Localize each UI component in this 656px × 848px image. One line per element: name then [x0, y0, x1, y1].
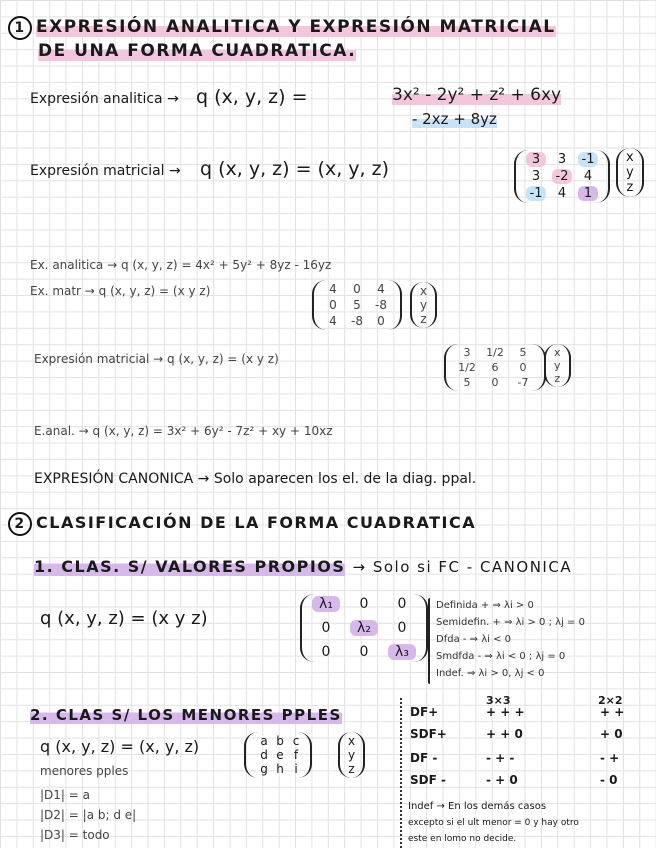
matrix-cell: 3 [531, 169, 541, 184]
sign-row-label: SDF - [410, 773, 446, 787]
section-1-title [8, 16, 556, 40]
matrix-cell: 4 [329, 314, 337, 328]
matrix-cell: d [260, 748, 268, 762]
indef-line3: este en lomo no decide. [408, 834, 517, 844]
matrix-cell: 1 [578, 186, 598, 201]
matrix-cell: 0 [329, 298, 337, 312]
example1-matricial-label: Ex. matr → q (x, y, z) = (x y z) [30, 284, 211, 298]
eigenvalue-criteria-list [436, 600, 585, 685]
clas2-vector [338, 732, 365, 778]
matrix-cell: λ₂ [350, 620, 378, 636]
indef-line1: Indef → En los demás casos [408, 801, 547, 812]
sign-row-label: DF+ [410, 705, 439, 719]
sign-3x3: - + 0 [486, 773, 518, 787]
matrix-cell: i [294, 762, 298, 776]
matrix-cell: g [260, 762, 268, 776]
matrix-cell: 6 [491, 361, 499, 374]
general-matrix [244, 732, 312, 778]
matrix-cell: h [276, 762, 284, 776]
vector-entry: y [554, 359, 561, 372]
matrix-cell: λ₁ [312, 596, 340, 612]
matrix-cell: 0 [377, 314, 385, 328]
coefficient-matrix [514, 150, 610, 203]
header-2x2: 2×2 [598, 694, 623, 707]
vector-entry: z [554, 372, 561, 385]
clas1-lhs: q (x, y, z) = (x y z) [40, 608, 208, 629]
sign-3x3: + + + [486, 705, 525, 719]
table-divider [400, 698, 402, 848]
minor-d3: |D3| = todo [40, 828, 110, 842]
matrix-cell: 4 [583, 169, 593, 184]
sign-2x2: + 0 [600, 727, 623, 741]
sign-3x3: - + - [486, 751, 515, 765]
matricial-lhs: q (x, y, z) = (x, y, z) [200, 158, 389, 180]
vector-entry: x [554, 346, 561, 359]
vector-entry: z [626, 180, 634, 195]
header-3x3: 3×3 [486, 694, 511, 707]
vector-entry: z [348, 762, 355, 776]
matrix-cell: 0 [491, 376, 499, 389]
clas2-title: 2. CLAS S/ LOS MENORES PPLES [30, 706, 342, 724]
matrix-cell: 4 [557, 186, 567, 201]
eigenvalue-matrix [300, 594, 428, 662]
matrix-cell: 0 [397, 620, 407, 636]
matrix-cell: c [292, 734, 300, 748]
criteria-item: Definida + ⇒ λi > 0 [436, 600, 534, 611]
vector-entry: y [348, 748, 356, 762]
section-2-title: 2 CLASIFICACIÓN DE LA FORMA CUADRATICA [8, 512, 476, 536]
matrix-cell: 1/2 [458, 361, 476, 374]
criteria-item: Semidefin. + ⇒ λi > 0 ; λj = 0 [436, 617, 585, 628]
matrix-cell: e [276, 748, 284, 762]
vector-entry: x [626, 150, 634, 165]
sign-2x2: - + [600, 751, 620, 765]
matrix-cell: a [260, 734, 268, 748]
matrix-cell: 0 [397, 596, 407, 612]
matrix-cell: 0 [359, 644, 369, 660]
matrix-cell: 5 [519, 346, 527, 359]
matrix-cell: f [293, 748, 299, 762]
matrix-cell: -2 [552, 169, 572, 184]
analytic-rhs-line1: 3x² - 2y² + z² + 6xy [392, 85, 562, 105]
matrix-cell: 0 [519, 361, 527, 374]
matrix-cell: 3 [557, 152, 567, 167]
criteria-item: Dfda - ⇒ λi < 0 [436, 634, 512, 645]
analytic-lhs: q (x, y, z) = [196, 86, 308, 108]
sign-3x3: + + 0 [486, 727, 523, 741]
clas2-lhs: q (x, y, z) = (x, y, z) [40, 737, 200, 756]
matrix-cell: -1 [578, 152, 598, 167]
clas1-title: 1. CLAS. S/ VALORES PROPIOS → Solo si FC - CANONICA [34, 557, 573, 576]
criteria-item: Smdfda - ⇒ λi < 0 ; λj = 0 [436, 651, 566, 662]
section-1-title-line2: DE UNA FORMA CUADRATICA. [38, 41, 357, 61]
matrix-cell: 5 [353, 298, 361, 312]
matrix-cell: -1 [526, 186, 546, 201]
section-1-number: 1 [8, 16, 32, 40]
matrix-cell: 0 [321, 620, 331, 636]
example2-matrix [444, 344, 546, 391]
sign-row-label: DF - [410, 751, 438, 765]
example1-matrix [312, 280, 402, 330]
criteria-brace [428, 598, 430, 684]
example3-analytic: E.anal. → q (x, y, z) = 3x² + 6y² - 7z² + xy + 10xz [34, 424, 333, 438]
sign-row-label: SDF+ [410, 727, 447, 741]
minor-d1: |D1| = a [40, 788, 90, 802]
variable-vector [616, 148, 644, 197]
example2-label: Expresión matricial → q (x, y, z) = (x y z) [34, 352, 279, 366]
canonica-text: EXPRESIÓN CANONICA → Solo aparecen los el. de la diag. ppal. [34, 471, 477, 487]
minor-d2: |D2| = |a b; d e| [40, 808, 137, 822]
analytic-rhs-line2: - 2xz + 8yz [412, 110, 497, 128]
matrix-cell: 4 [377, 282, 385, 296]
example1-analytic: Ex. analitica → q (x, y, z) = 4x² + 5y² + 8yz - 16yz [30, 258, 332, 272]
matrix-cell: 5 [463, 376, 471, 389]
matrix-cell: b [276, 734, 284, 748]
analytic-label: Expresión analitica → [30, 91, 179, 107]
menores-label: menores pples [40, 764, 129, 778]
vector-entry: x [348, 734, 356, 748]
vector-entry: x [420, 284, 428, 298]
indef-line2: excepto si el ult menor = 0 y hay otro [408, 818, 579, 828]
matricial-label: Expresión matricial → [30, 163, 181, 179]
section-1-title-line1: EXPRESIÓN ANALITICA Y EXPRESIÓN MATRICIAL [36, 17, 556, 37]
matrix-cell: -8 [375, 298, 387, 312]
matrix-cell: -7 [517, 376, 529, 389]
matrix-cell: 1/2 [486, 346, 504, 359]
matrix-cell: 3 [526, 152, 546, 167]
matrix-cell: 4 [329, 282, 337, 296]
matrix-cell: 3 [463, 346, 471, 359]
matrix-cell: 0 [321, 644, 331, 660]
vector-entry: y [420, 298, 428, 312]
example2-vector [544, 344, 571, 387]
vector-entry: y [626, 165, 634, 180]
section-2-number: 2 [8, 512, 32, 536]
matrix-cell: -8 [351, 314, 363, 328]
criteria-item: Indef. ⇒ λi > 0, λj < 0 [436, 668, 545, 679]
matrix-cell: 0 [353, 282, 361, 296]
sign-2x2: - 0 [600, 773, 618, 787]
matrix-cell: λ₃ [388, 644, 416, 660]
matrix-cell: 0 [359, 596, 369, 612]
vector-entry: z [420, 312, 427, 326]
sign-2x2: + + [600, 705, 625, 719]
example1-vector [410, 282, 437, 328]
